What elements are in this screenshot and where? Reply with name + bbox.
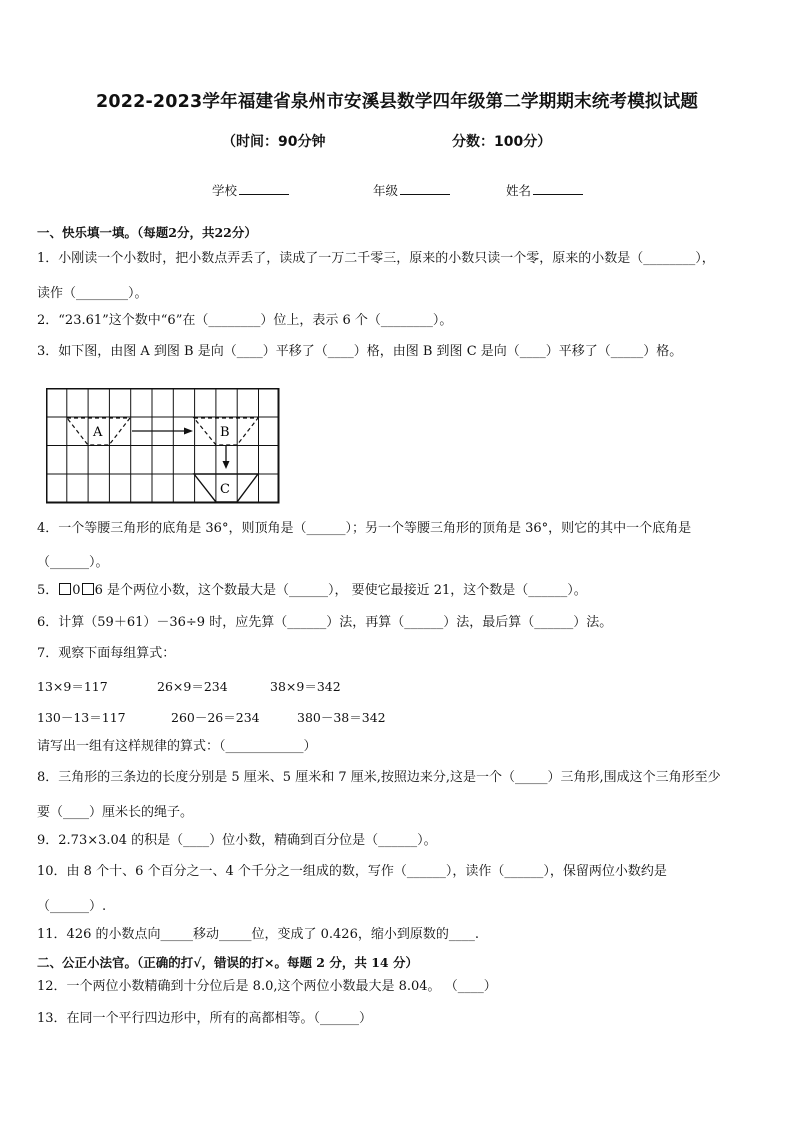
- question-10-cont: （______）.: [37, 899, 107, 914]
- question-10: 10．由 8 个十、6 个百分之一、4 个千分之一组成的数，写作（______），读作（______），保留两位小数约是: [37, 864, 667, 879]
- blank-box: [59, 583, 71, 595]
- question-9: 9．2.73×3.04 的积是（____）位小数，精确到百分位是（______）。: [37, 833, 437, 848]
- school-blank: [239, 181, 289, 195]
- name-field: [506, 181, 583, 199]
- question-4: 4．一个等腰三角形的底角是 36°，则顶角是（______）；另一个等腰三角形的顶角是 36°，则它的其中一个底角是: [37, 521, 692, 536]
- arrow-a-to-b-head: [184, 428, 193, 435]
- question-1: 1．小刚读一个小数时，把小数点弄丢了，读成了一万二千零三，原来的小数只读一个零，原来的小数是（________），: [37, 251, 715, 266]
- q5-text: 6 是个两位小数，这个数最大是（______）， 要使它最接近 21，这个数是（______）。: [94, 583, 587, 598]
- section-2-heading: 二、公正小法官。（正确的打√，错误的打×。每题 2 分，共 14 分）: [37, 955, 418, 970]
- question-11: 11．426 的小数点向_____移动_____位，变成了 0.426，缩小到原数的____.: [37, 927, 479, 942]
- q7-eq-r1c3: 38×9＝342: [270, 679, 341, 694]
- question-4-cont: （______）。: [37, 555, 109, 570]
- label-a: A: [93, 425, 103, 440]
- translation-grid-figure: [46, 388, 280, 508]
- question-8-cont: 要（____）厘米长的绳子。: [37, 805, 194, 820]
- q5-number: 5．: [37, 583, 59, 598]
- grade-label: 年级: [373, 183, 399, 198]
- school-field: [212, 181, 289, 199]
- name-label: 姓名: [506, 183, 532, 198]
- grid-svg: [46, 388, 280, 504]
- question-7: 7．观察下面每组算式：: [37, 646, 176, 661]
- question-5: [37, 583, 587, 599]
- q5-zero: 0: [72, 583, 81, 598]
- school-label: 学校: [212, 183, 238, 198]
- question-3: 3．如下图，由图 A 到图 B 是向（____）平移了（____）格，由图 B 到图 C 是向（____）平移了（_____）格。: [37, 344, 683, 359]
- score-info: 分数：100分）: [452, 134, 552, 150]
- arrow-b-to-c-head: [223, 461, 230, 469]
- q7-eq-r1c1: 13×9＝117: [37, 679, 108, 694]
- question-2: 2．“23.61”这个数中“6”在（________）位上，表示 6 个（________）。: [37, 313, 453, 328]
- question-6: 6．计算（59＋61）－36÷9 时，应先算（______）法，再算（______）法，最后算（______）法。: [37, 615, 613, 630]
- name-blank: [533, 181, 583, 195]
- q7-eq-r2c1: 130－13＝117: [37, 710, 126, 725]
- grade-field: [373, 181, 450, 199]
- q7-eq-r2c2: 260－26＝234: [171, 710, 260, 725]
- section-1-heading: 一、快乐填一填。（每题2分，共22分）: [37, 225, 257, 240]
- label-c: C: [220, 482, 230, 497]
- grade-blank: [400, 181, 450, 195]
- q7-eq-r2c3: 380－38＝342: [297, 710, 386, 725]
- question-8: 8．三角形的三条边的长度分别是 5 厘米、5 厘米和 7 厘米,按照边来分,这是一个（_____）三角形,围成这个三角形至少: [37, 770, 721, 785]
- blank-box: [82, 583, 94, 595]
- time-info: （时间：90分钟: [222, 134, 326, 150]
- label-b: B: [220, 425, 230, 440]
- question-12: 12．一个两位小数精确到十分位后是 8.0,这个两位小数最大是 8.04。 （____）: [37, 979, 497, 994]
- page-title: 2022-2023学年福建省泉州市安溪县数学四年级第二学期期末统考模拟试题: [95, 92, 699, 112]
- question-13: 13．在同一个平行四边形中，所有的高都相等。（______）: [37, 1011, 373, 1026]
- question-7-ask: 请写出一组有这样规律的算式：（____________）: [37, 739, 317, 754]
- question-1-cont: 读作（________）。: [37, 286, 148, 301]
- q7-eq-r1c2: 26×9＝234: [157, 679, 228, 694]
